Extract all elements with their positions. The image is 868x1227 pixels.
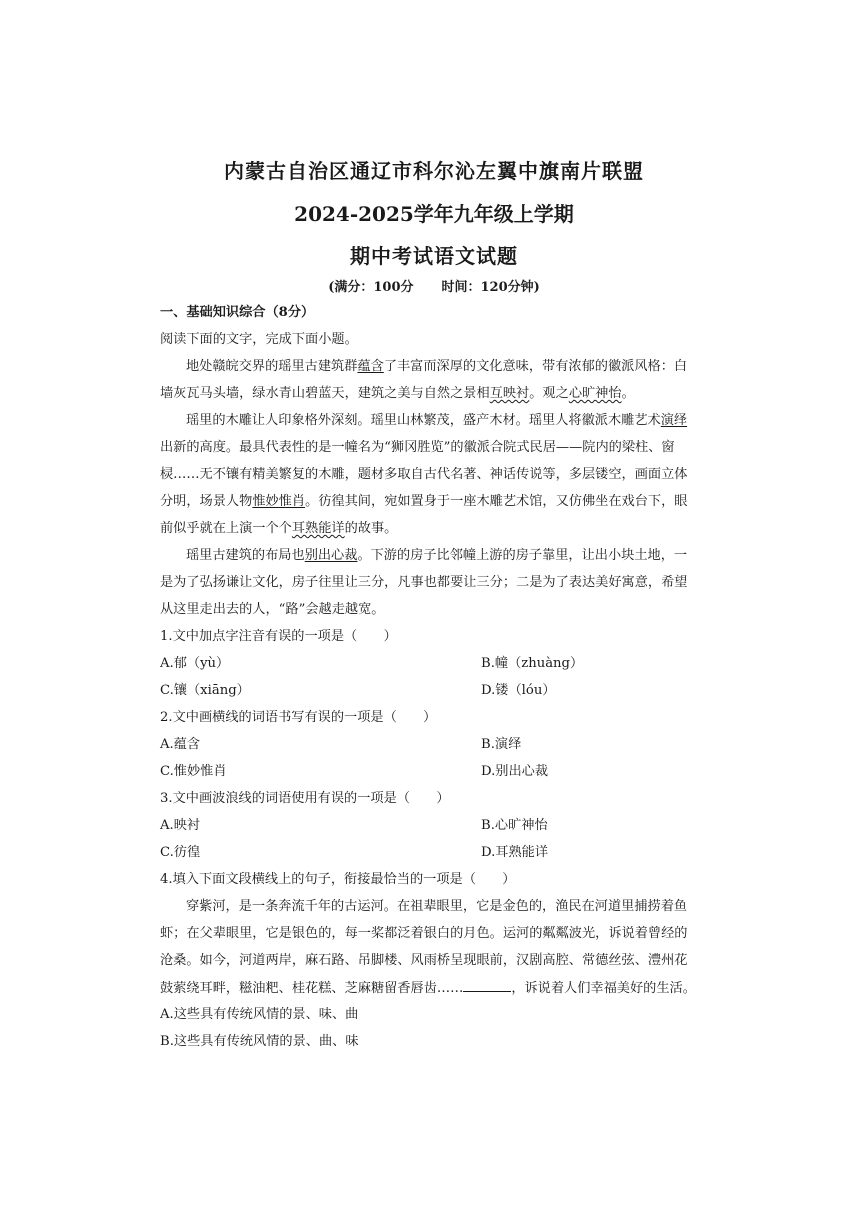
question-3-stem: 3.文中画波浪线的词语使用有误的一项是（ ） (160, 791, 450, 806)
question-4-option-a[interactable]: A.这些具有传统风情的景、味、曲 (160, 1007, 359, 1022)
question-3-option-c[interactable]: C.彷徨 (160, 845, 201, 860)
question-2-stem: 2.文中画横线的词语书写有误的一项是（ ） (160, 710, 437, 725)
underlined-word-yanyi: 演绎 (660, 413, 688, 428)
question-1-option-d[interactable]: D.镂（lóu） (481, 683, 556, 698)
question-2-option-d[interactable]: D.别出心裁 (481, 764, 549, 779)
exam-time: 时间：120分钟) (441, 280, 540, 295)
exam-title-year: 2024-2025学年九年级上学期 (294, 202, 574, 226)
wavy-word-xinkuang: 心旷神怡 (568, 386, 622, 401)
full-score: (满分：100分 (328, 280, 414, 295)
underlined-word-weimiao: 惟妙惟肖 (252, 494, 306, 509)
question-1-option-c[interactable]: C.镶（xiāng） (160, 683, 250, 698)
passage-p3-line1: 瑶里古建筑的布局也别出心裁。下游的房子比邻幢上游的房子靠里，让出小块土地，一 (186, 548, 688, 563)
question-2-option-a[interactable]: A.蕴含 (160, 737, 201, 752)
underlined-word-yunhan: 蕴含 (357, 359, 384, 374)
score-time-info (0, 276, 868, 295)
passage-p1-line1: 地处赣皖交界的瑶里古建筑群蕴含了丰富而深厚的文化意味，带有浓郁的徽派风格：白 (186, 359, 688, 374)
section-heading: 一、基础知识综合（8分） (160, 305, 315, 320)
question-4-option-b[interactable]: B.这些具有传统风情的景、曲、味 (160, 1034, 359, 1049)
passage-p3-line3: 从这里走出去的人，“路”会越走越宽。 (160, 602, 385, 617)
section-intro: 阅读下面的文字，完成下面小题。 (160, 332, 358, 347)
question-1-option-a[interactable]: A.郁（yù） (160, 656, 230, 671)
exam-title-region: 内蒙古自治区通辽市科尔沁左翼中旗南片联盟 (224, 159, 644, 183)
fill-in-blank[interactable] (463, 979, 511, 992)
question-1-stem: 1.文中加点字注音有误的一项是（ ） (160, 629, 397, 644)
question-1-option-b[interactable]: B.幢（zhuàng） (481, 656, 584, 671)
question-4-stem: 4.填入下面文段横线上的句子，衔接最恰当的一项是（ ） (160, 872, 516, 887)
question-3-option-d[interactable]: D.耳熟能详 (481, 845, 549, 860)
passage-p2-line5: 前似乎就在上演一个个耳熟能详的故事。 (160, 521, 398, 536)
exam-title-subject: 期中考试语文试题 (350, 244, 518, 268)
question-4-passage-line2: 虾；在父辈眼里，它是银色的，每一桨都泛着银白的月色。运河的粼粼波光，诉说着曾经的 (160, 926, 688, 941)
passage-p2-line4: 分明，场景人物惟妙惟肖。彷徨其间，宛如置身于一座木雕艺术馆，又仿佛坐在戏台下，眼 (160, 494, 688, 509)
question-3-option-a[interactable]: A.映衬 (160, 818, 201, 833)
question-4-passage-line4: 鼓萦绕耳畔，糍油粑、桂花糕、芝麻糖留香唇齿…… ，诉说着人们幸福美好的生活。 (160, 981, 696, 996)
question-3-option-b[interactable]: B.心旷神怡 (481, 818, 548, 833)
question-4-passage-line3: 沧桑。如今，河道两岸，麻石路、吊脚楼、风雨桥呈现眼前，汉剧高腔、常德丝弦、澧州花 (160, 953, 688, 968)
question-2-option-b[interactable]: B.演绎 (481, 737, 522, 752)
passage-p2-line1: 瑶里的木雕让人印象格外深刻。瑶里山林繁茂，盛产木材。瑶里人将徽派木雕艺术演绎 (186, 413, 688, 428)
passage-p1-line2: 墙灰瓦马头墙，绿水青山碧蓝天，建筑之美与自然之景相互映衬。观之心旷神怡。 (160, 386, 635, 401)
wavy-word-yingchen: 互映衬 (489, 386, 530, 401)
wavy-word-ershu: 耳熟能详 (291, 521, 345, 536)
passage-p2-line2: 出新的高度。最具代表性的是一幢名为“狮冈胜览”的徽派合院式民居——院内的梁柱、窗 (160, 440, 675, 455)
question-4-passage-line1: 穿紫河，是一条奔流千年的古运河。在祖辈眼里，它是金色的，渔民在河道里捕捞着鱼 (186, 899, 688, 914)
passage-p3-line2: 是为了弘扬谦让文化，房子往里让三分，凡事也都要让三分；二是为了表达美好寓意，希望 (160, 575, 688, 590)
underlined-word-biechu: 别出心裁 (304, 548, 358, 563)
question-2-option-c[interactable]: C.惟妙惟肖 (160, 764, 227, 779)
passage-p2-line3: 棂……无不镶有精美繁复的木雕，题材多取自古代名著、神话传说等，多层镂空，画面立体 (160, 467, 688, 482)
